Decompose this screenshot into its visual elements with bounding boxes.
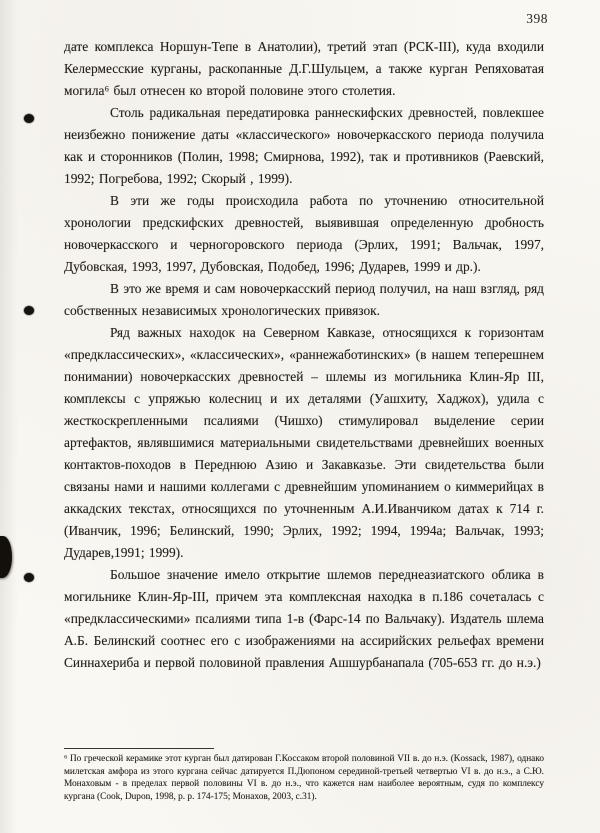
page-number: 398 bbox=[526, 11, 548, 26]
footnote-text: ⁶ По греческой керамике этот курган был датирован Г.Коссаком второй половиной VII в. до н.э. (Kossack, 1987), однако милетская амфора из этого кургана сейчас датируется П.Дюпоном серединой-третьей четвертью VI в. до н.э., а С.Ю. Монаховым - в пределах первой половины VI в. до н.э., что кажется нам наиболее вероятным, судя по комплексу кургана (Cook, Dupon, 1998, р. р. 174-175; Монахов, 2003, с.31). bbox=[64, 754, 544, 802]
paragraph-continued: дате комплекса Норшун-Тепе в Анатолии), третий этап (РСК-III), куда входили Келермесские курганы, раскопанные Д.Г.Шульцем, а также курган Репяховатая могила⁶ был отнесен ко второй половине этого столетия. bbox=[64, 39, 544, 98]
scan-mark-dot bbox=[24, 306, 34, 315]
paragraph: Столь радикальная передатировка раннескифских древностей, повлекшее неизбежно понижение даты «классического» новочеркасского периода получила как и сторонников (Полин, 1998; Смирнова, 1992), так и противников (Раевский, 1992; Погребова, 1992; Скорый , 1999). bbox=[64, 105, 544, 186]
footnote-separator-rule bbox=[64, 748, 214, 749]
footnote-block bbox=[64, 748, 544, 803]
main-text-block bbox=[64, 36, 544, 674]
scan-mark-dot bbox=[24, 573, 34, 582]
paragraph: Большое значение имело открытие шлемов переднеазиатского облика в могильнике Клин-Яр-III, причем эта комплексная находка в п.186 сочеталась с «предклассическими» псалиями типа 1-в (Фарс-14 по Вальчаку). Издатель шлема А.Б. Белинский соотнес его с изображениями на ассирийских рельефах времени Синнахериба и первой половиной правления Ашшурбанапала (705-653 гг. до н.э.) bbox=[64, 567, 544, 670]
paragraph: В эти же годы происходила работа по уточнению относительной хронологии предскифских древностей, выявившая определенную дробность новочеркасского и черногоровского периода (Эрлих, 1991; Вальчак, 1997, Дубовская, 1993, 1997, Дубовская, Подобед, 1996; Дударев, 1999 и др.). bbox=[64, 193, 544, 274]
scan-mark-blob bbox=[0, 536, 12, 578]
paragraph: В это же время и сам новочеркасский период получил, на наш взгляд, ряд собственных независимых хронологических привязок. bbox=[64, 281, 544, 318]
scan-mark-dot bbox=[24, 114, 34, 123]
paragraph: Ряд важных находок на Северном Кавказе, относящихся к горизонтам «предклассических», «классических», «раннежаботинских» (в нашем теперешнем понимании) новочеркасских древностей – шлемы из могильника Клин-Яр III, комплексы с упряжью колесниц и их деталями (Уашхиту, Хаджох), удила с жесткоскрепленными псалиями (Чишхо) стимулировал выделение серии артефактов, являвшимися материальными свидетельствами древнейших военных контактов-походов в Переднюю Азию и Закавказье. Эти свидетельства были связаны нами и нашими коллегами с древнейшим упоминанием о киммерийцах в аккадских текстах, относящихся по уточненным А.И.Иванчиком датах к 714 г. (Иванчик, 1996; Белинский, 1990; Эрлих, 1992; 1994, 1994а; Вальчак, 1993; Дударев,1991; 1999). bbox=[64, 325, 544, 560]
